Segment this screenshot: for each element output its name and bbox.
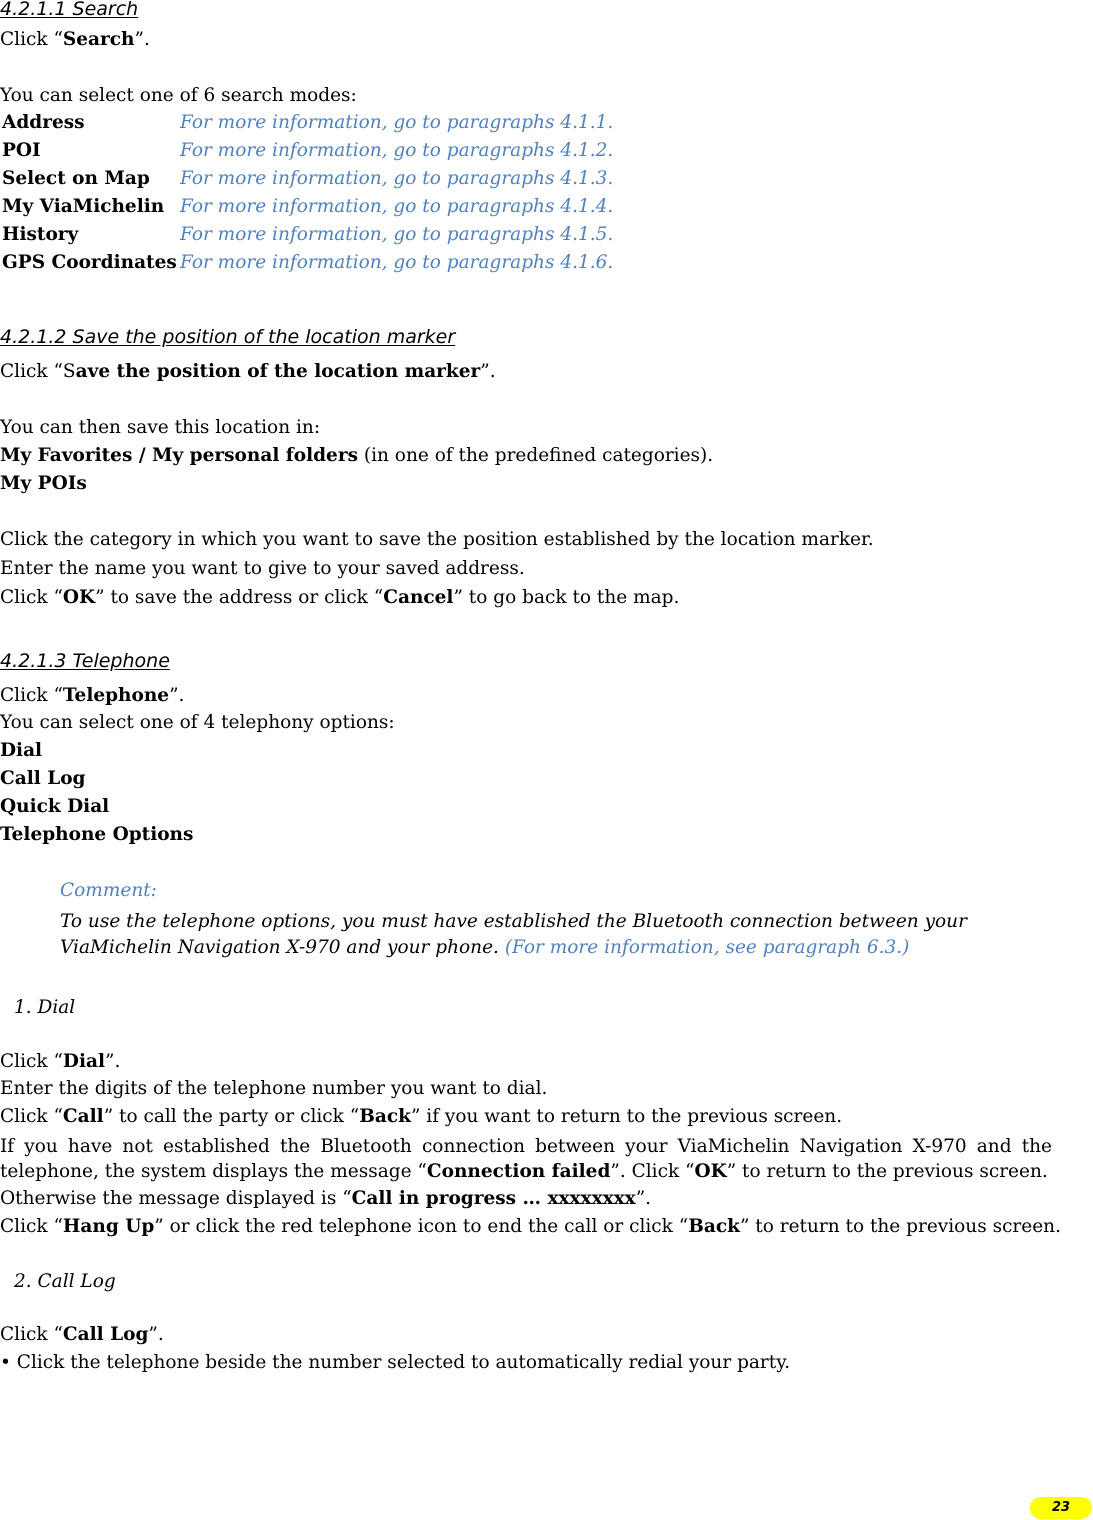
telephone-option: Call Log	[0, 768, 86, 789]
dial-line-5: Otherwise the message displayed is “Call in progress … xxxxxxxx”.	[0, 1188, 652, 1209]
search-mode-row: POI For more information, go to paragraphs 4.1.2.	[2, 140, 614, 161]
search-mode-row: Address For more information, go to paragraphs 4.1.1.	[2, 112, 614, 133]
save-favorites-line: My Favorites / My personal folders (in one of the predefined categories).	[0, 445, 714, 466]
search-mode-row: My ViaMichelin For more information, go to paragraphs 4.1.4.	[2, 196, 614, 217]
call-log-line-1: Click “Call Log”.	[0, 1324, 164, 1345]
telephone-intro: You can select one of 4 telephony options:	[0, 712, 395, 733]
telephone-option: Dial	[0, 740, 43, 761]
dial-line-6: Click “Hang Up” or click the red telephone icon to end the call or click “Back” to return to the previous screen.	[0, 1216, 1061, 1237]
section-heading-telephone: 4.2.1.3 Telephone	[0, 650, 170, 672]
call-log-line-2: • Click the telephone beside the number selected to automatically redial your party.	[0, 1352, 791, 1373]
telephone-option: Quick Dial	[0, 796, 110, 817]
telephone-click-line: Click “Telephone”.	[0, 685, 185, 706]
dial-line-3: Click “Call” to call the party or click “Back” if you want to return to the previous screen.	[0, 1106, 843, 1127]
search-mode-row: GPS Coordinates For more information, go to paragraphs 4.1.6.	[2, 252, 614, 273]
save-intro: You can then save this location in:	[0, 417, 321, 438]
save-click-line: Click “Save the position of the location marker”.	[0, 361, 496, 382]
dial-line-1: Click “Dial”.	[0, 1051, 121, 1072]
search-mode-row: History For more information, go to paragraphs 4.1.5.	[2, 224, 614, 245]
search-mode-row: Select on Map For more information, go to paragraphs 4.1.3.	[2, 168, 614, 189]
search-intro: You can select one of 6 search modes:	[0, 85, 357, 106]
section-heading-save-position: 4.2.1.2 Save the position of the location marker	[0, 326, 456, 348]
telephone-option: Telephone Options	[0, 824, 194, 845]
subheading-dial: 1. Dial	[14, 997, 76, 1018]
comment-label: Comment:	[60, 880, 157, 901]
comment-text: To use the telephone options, you must have established the Bluetooth connection between your ViaMichelin Navigation X-970 and your phone. (For more information, see paragraph 6.3.)	[60, 911, 967, 958]
section-heading-search: 4.2.1.1 Search	[0, 0, 139, 20]
dial-line-4: If you have not established the Bluetooth connection between your ViaMichelin Navigation X-970 and the telephone, the system displays the message “Connection failed”. Click “OK” to return to the previous screen.	[0, 1136, 1052, 1182]
subheading-call-log: 2. Call Log	[14, 1271, 116, 1292]
page-number-badge: 23	[1030, 1497, 1092, 1519]
save-instruction-1: Click the category in which you want to save the position established by the location marker.	[0, 529, 874, 550]
save-pois-line: My POIs	[0, 473, 87, 494]
dial-line-2: Enter the digits of the telephone number you want to dial.	[0, 1078, 548, 1099]
save-instruction-2: Enter the name you want to give to your saved address.	[0, 558, 525, 579]
search-click-line: Click “Search”.	[0, 29, 150, 50]
save-instruction-3: Click “OK” to save the address or click “Cancel” to go back to the map.	[0, 587, 680, 608]
